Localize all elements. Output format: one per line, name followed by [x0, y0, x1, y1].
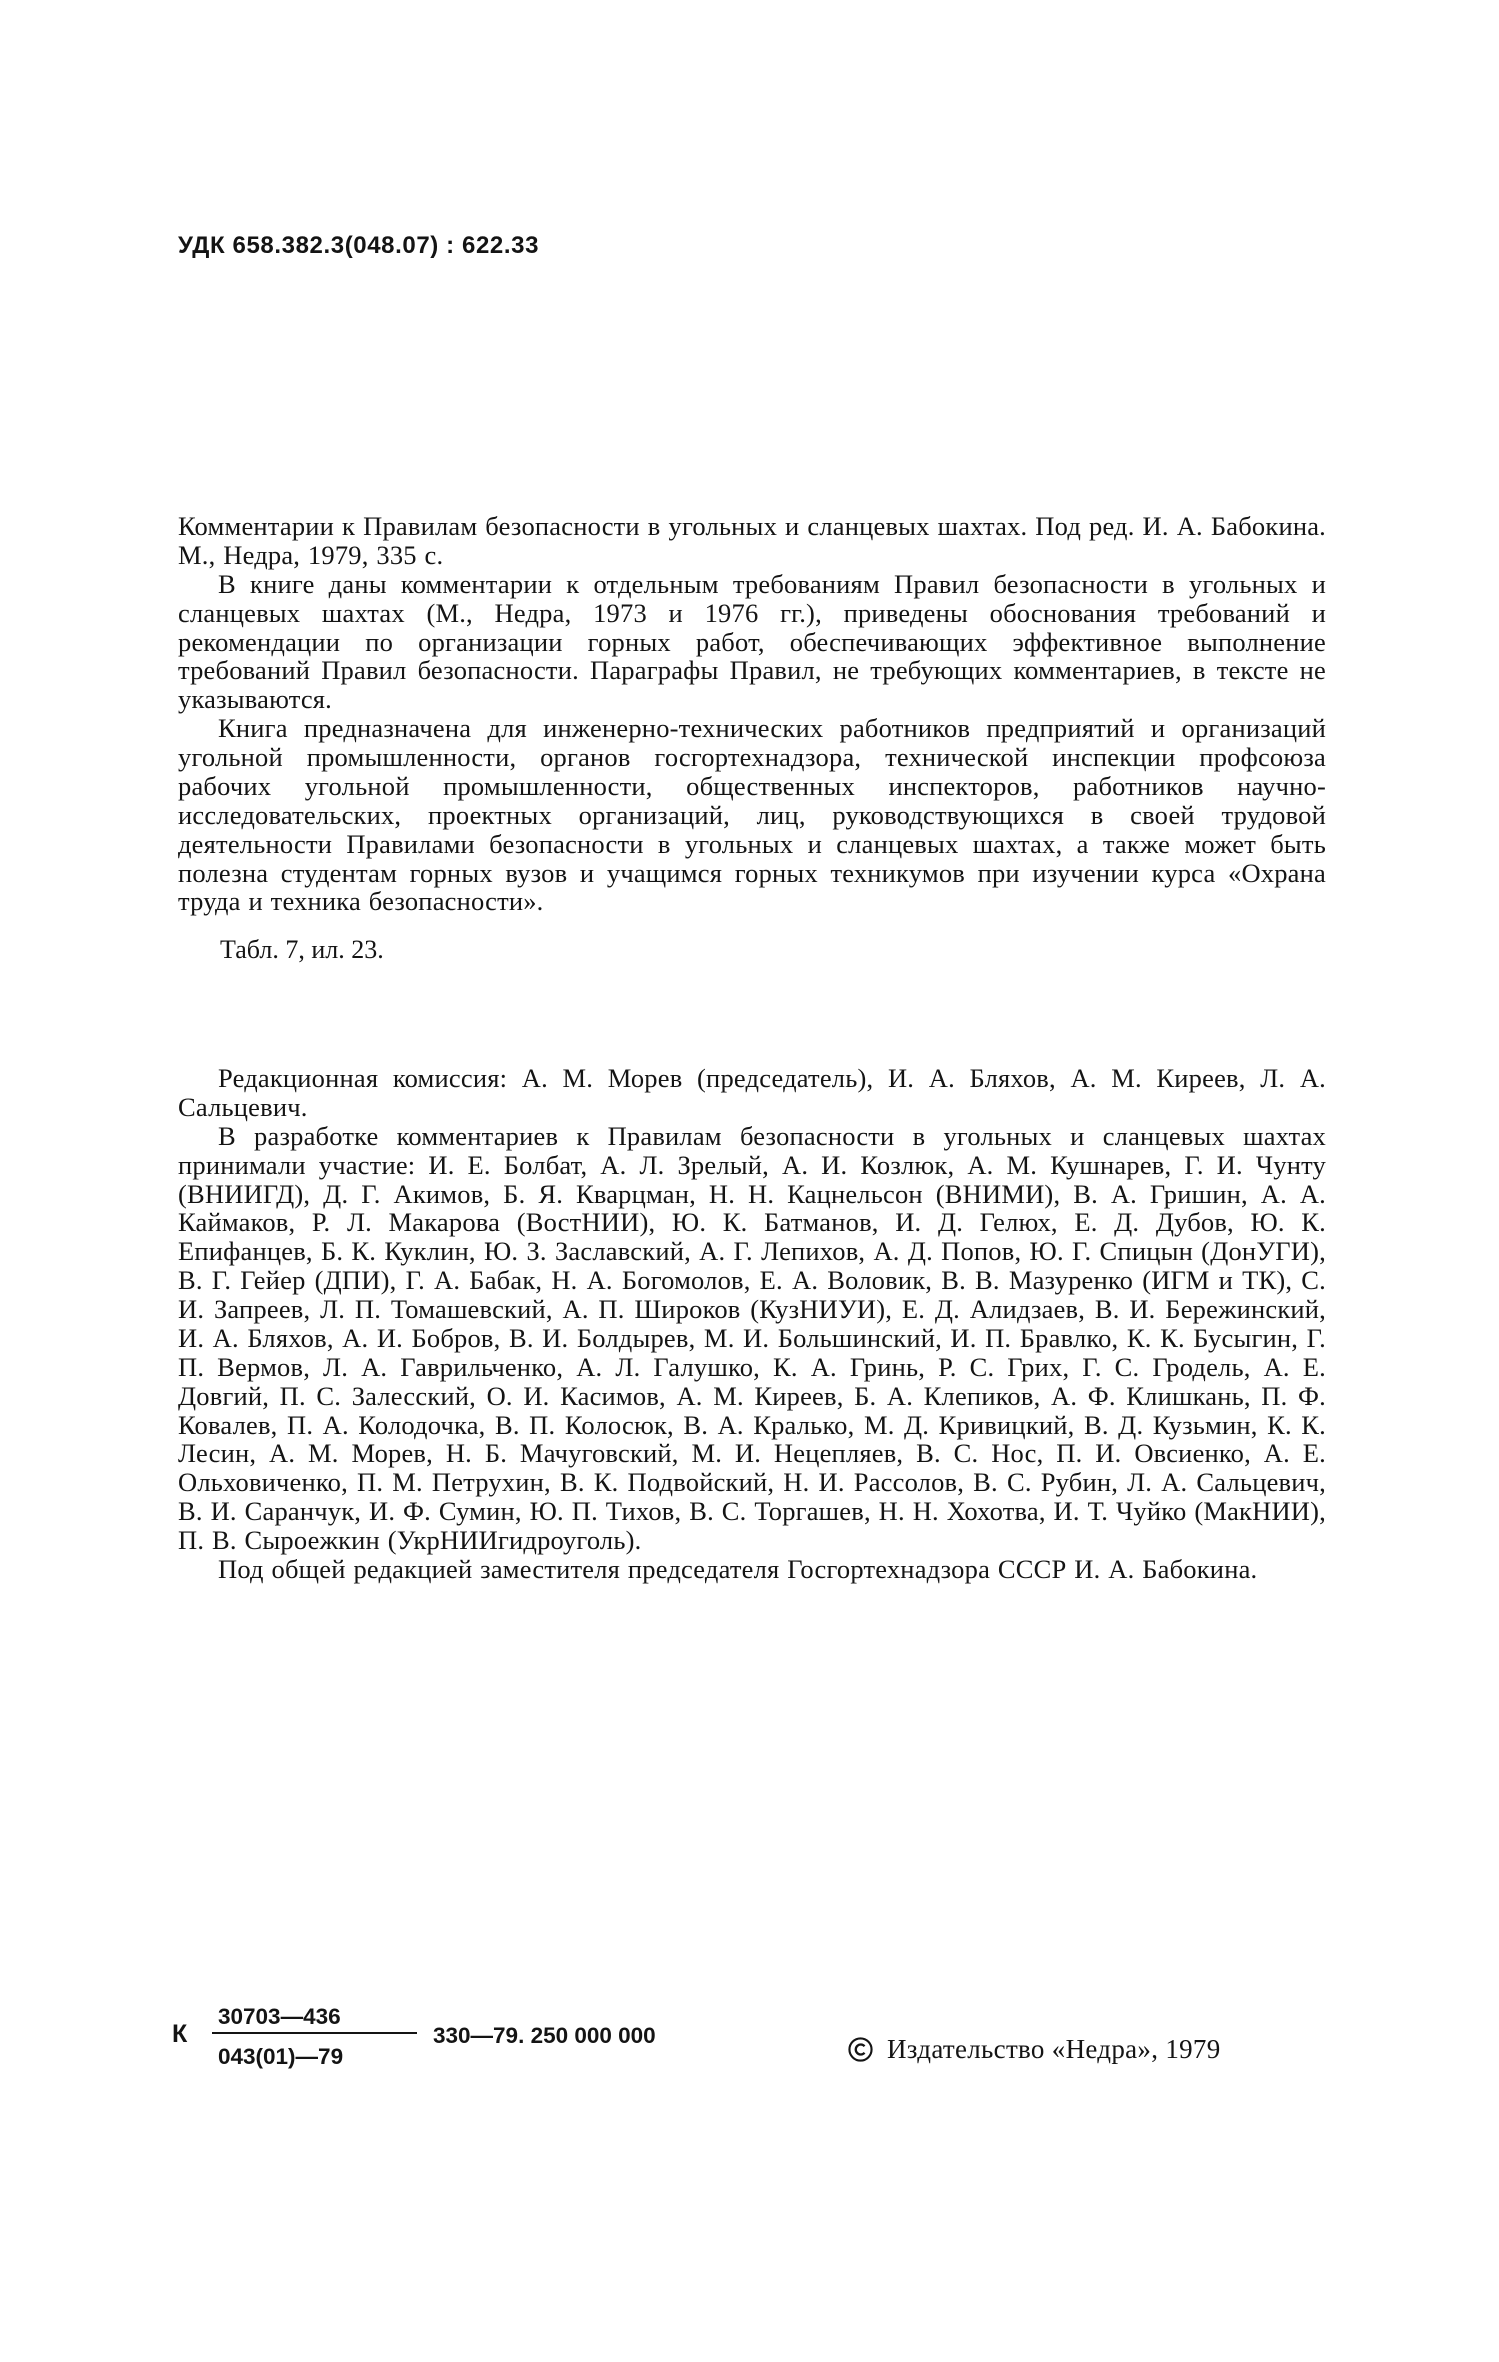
general-editor: Под общей редакцией заместителя председателя Госгортехнадзора СССР И. А. Бабокина. — [218, 1553, 1258, 1584]
annotation-title: Комментарии к Правилам безопасности в угольных и сланцевых шахтах. Под ред. И. А. Бабокина. М., Недра, 1979, 335 с. — [178, 511, 1326, 570]
imprint-numerator: 30703—436 — [218, 2004, 341, 2029]
imprint-letter: К — [172, 2020, 188, 2048]
annotation-paragraph: В книге даны комментарии к отдельным требованиям Правил безопасности в угольных и сланцевых шахтах (М., Недра, 1973 и 1976 гг.), приведены обоснования требований и рекомендации по организации горных работ, обеспечивающих эффективное выполнение требований Правил безопасности. Параграфы Правил, не требующих комментариев, в тексте не указываются. — [178, 568, 1326, 715]
copyright-text: Издательство «Недра», 1979 — [887, 2034, 1221, 2064]
annotation-paragraph: Книга предназначена для инженерно-технических работников предприятий и организаций угольной промышленности, органов госгортехнадзора, технической инспекции профсоюза рабочих угольной промышленности, общественных инспекторов, работников научно-исследовательских, проектных организаций, лиц, руководствующихся в своей трудовой деятельности Правилами безопасности в угольных и сланцевых шахтах, а также может быть полезна студентам горных вузов и учащимся горных техникумов при изучении курса «Охрана труда и техника безопасности». — [178, 713, 1326, 917]
imprint-denominator: 043(01)—79 — [218, 2044, 344, 2069]
commission-block — [178, 1064, 1326, 1584]
imprint-price-line: 330—79. 250 000 000 — [433, 2023, 656, 2048]
editorial-commission: Редакционная комиссия: А. М. Морев (председатель), И. А. Бляхов, А. М. Киреев, Л. А. Сальцевич. — [178, 1063, 1326, 1122]
copyright-icon — [848, 2037, 873, 2062]
copyright-line — [848, 2034, 1221, 2065]
contributors-list: В разработке комментариев к Правилам безопасности в угольных и сланцевых шахтах принимали участие: И. Е. Болбат, А. Л. Зрелый, А. И. Козлюк, А. М. Кушнарев, Г. И. Чунту (ВНИИГД), Д. Г. Акимов, Б. Я. Кварцман, Н. Н. Кацнельсон (ВНИМИ), В. А. Гришин, А. А. Каймаков, Р. Л. Макарова (ВостНИИ), Ю. К. Батманов, И. Д. Гелюх, Е. Д. Дубов, Ю. К. Епифанцев, Б. К. Куклин, Ю. З. Заславский, А. Г. Лепихов, А. Д. Попов, Ю. Г. Спицын (ДонУГИ), В. Г. Гейер (ДПИ), Г. А. Бабак, Н. А. Богомолов, Е. А. Воловик, В. В. Мазуренко (ИГМ и ТК), С. И. Запреев, Л. П. Томашевский, А. П. Широков (КузНИУИ), Е. Д. Алидзаев, В. И. Бережинский, И. А. Бляхов, А. И. Бобров, В. И. Болдырев, М. И. Большинский, И. П. Бравлко, К. К. Бусыгин, Г. П. Вермов, Л. А. Гаврильченко, А. Л. Галушко, К. А. Гринь, Р. С. Грих, Г. С. Гродель, А. Е. Довгий, П. С. Залесский, О. И. Касимов, А. М. Киреев, Б. А. Клепиков, А. Ф. Клишкань, П. Ф. Ковалев, П. А. Колодочка, В. П. Колосюк, В. А. Кралько, М. Д. Кривицкий, В. Д. Кузьмин, К. К. Лесин, А. М. Морев, Н. Б. Мачуговский, М. И. Нецепляев, В. С. Нос, П. И. Овсиенко, А. Е. Ольховиченко, П. М. Петрухин, В. К. Подвойский, Н. И. Рассолов, В. С. Рубин, Л. А. Сальцевич, В. И. Саранчук, И. Ф. Сумин, Ю. П. Тихов, В. С. Торгашев, Н. Н. Хохотва, И. Т. Чуйко (МакНИИ), П. В. Сыроежкин (УкрНИИгидроуголь). — [178, 1120, 1326, 1555]
fraction-line — [212, 2032, 417, 2034]
udk-code: УДК 658.382.3(048.07) : 622.33 — [178, 232, 540, 259]
annotation-block — [178, 512, 1326, 916]
tables-note: Табл. 7, ил. 23. — [220, 935, 384, 964]
